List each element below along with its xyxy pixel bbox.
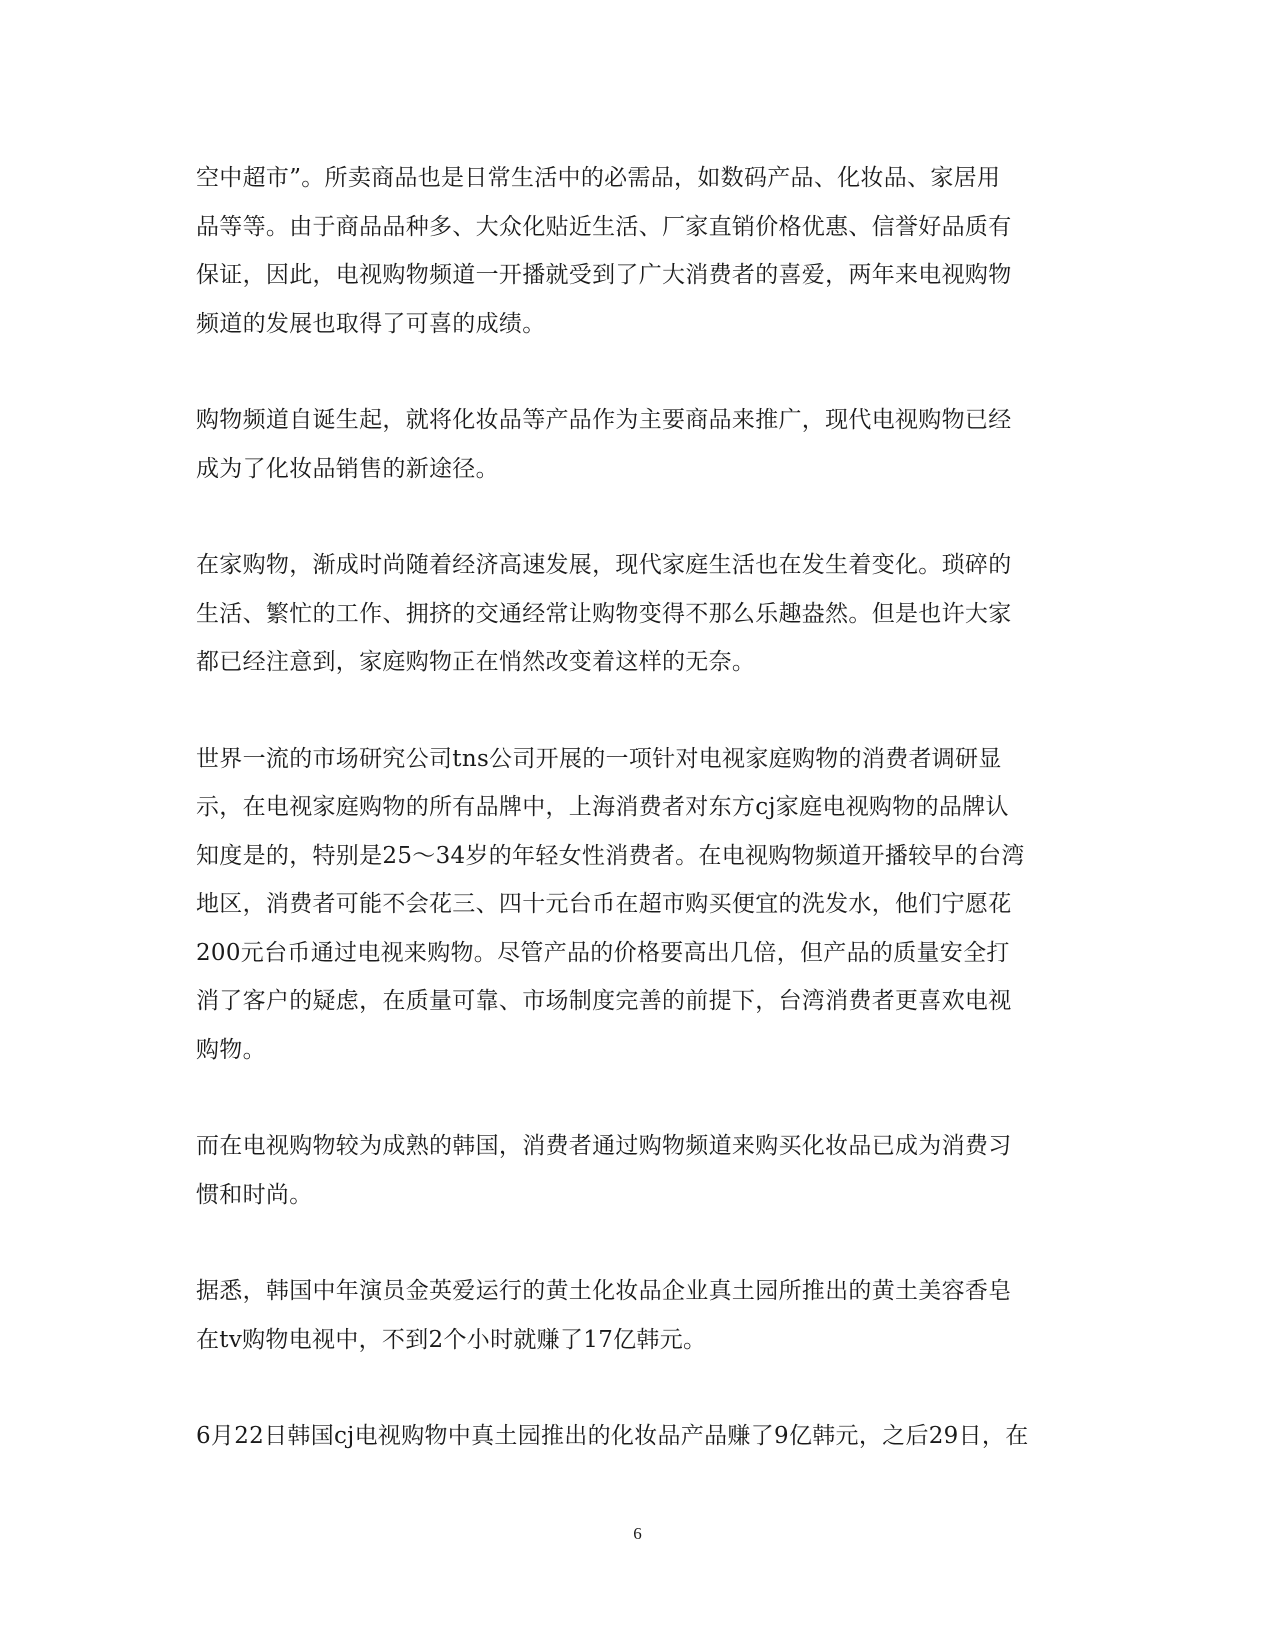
text-line: 6月22日韩国cj电视购物中真土园推出的化妆品产品赚了9亿韩元，之后29日，在 bbox=[196, 1423, 1029, 1449]
paragraph bbox=[196, 1267, 1076, 1364]
text-line: 世界一流的市场研究公司tns公司开展的一项针对电视家庭购物的消费者调研显 bbox=[196, 745, 1002, 772]
text-line: 示，在电视家庭购物的所有品牌中，上海消费者对东方cj家庭电视购物的品牌认 bbox=[196, 794, 1009, 820]
text-line: 保证，因此，电视购物频道一开播就受到了广大消费者的喜爱，两年来电视购物 bbox=[196, 262, 1012, 288]
text-line: 在tv购物电视中，不到2个小时就赚了17亿韩元。 bbox=[196, 1326, 707, 1353]
text-line: 据悉，韩国中年演员金英爱运行的黄土化妆品企业真土园所推出的黄土美容香皂 bbox=[196, 1278, 1012, 1304]
text-line: 购物。 bbox=[196, 1036, 266, 1063]
text-line: 购物频道自诞生起，就将化妆品等产品作为主要商品来推广，现代电视购物已经 bbox=[196, 407, 1012, 433]
document-body bbox=[196, 154, 1076, 1509]
text-line: 成为了化妆品销售的新途径。 bbox=[196, 455, 499, 482]
paragraph bbox=[196, 735, 1076, 1075]
text-line: 空中超市”。所卖商品也是日常生活中的必需品，如数码产品、化妆品、家居用 bbox=[196, 165, 1001, 191]
text-line: 品等等。由于商品品种多、大众化贴近生活、厂家直销价格优惠、信誉好品质有 bbox=[196, 213, 1012, 240]
text-line: 都已经注意到，家庭购物正在悄然改变着这样的无奈。 bbox=[196, 649, 756, 675]
text-line: 惯和时尚。 bbox=[196, 1181, 313, 1208]
text-line: 生活、繁忙的工作、拥挤的交通经常让购物变得不那么乐趣盎然。但是也许大家 bbox=[196, 600, 1012, 627]
page-number: 6 bbox=[633, 1524, 642, 1543]
text-line: 而在电视购物较为成熟的韩国，消费者通过购物频道来购买化妆品已成为消费习 bbox=[196, 1133, 1012, 1159]
paragraph bbox=[196, 1412, 1076, 1461]
text-line: 消了客户的疑虑，在质量可靠、市场制度完善的前提下，台湾消费者更喜欢电视 bbox=[196, 988, 1012, 1014]
paragraph bbox=[196, 396, 1076, 493]
text-line: 地区，消费者可能不会花三、四十元台币在超市购买便宜的洗发水，他们宁愿花 bbox=[196, 891, 1012, 917]
paragraph bbox=[196, 154, 1076, 348]
text-line: 200元台币通过电视来购物。尽管产品的价格要高出几倍，但产品的质量安全打 bbox=[196, 939, 1010, 966]
text-line: 频道的发展也取得了可喜的成绩。 bbox=[196, 310, 546, 337]
text-line: 在家购物，渐成时尚随着经济高速发展，现代家庭生活也在发生着变化。琐碎的 bbox=[196, 552, 1012, 578]
paragraph bbox=[196, 1122, 1076, 1219]
paragraph bbox=[196, 541, 1076, 687]
text-line: 知度是的，特别是25～34岁的年轻女性消费者。在电视购物频道开播较早的台湾 bbox=[196, 842, 1025, 869]
